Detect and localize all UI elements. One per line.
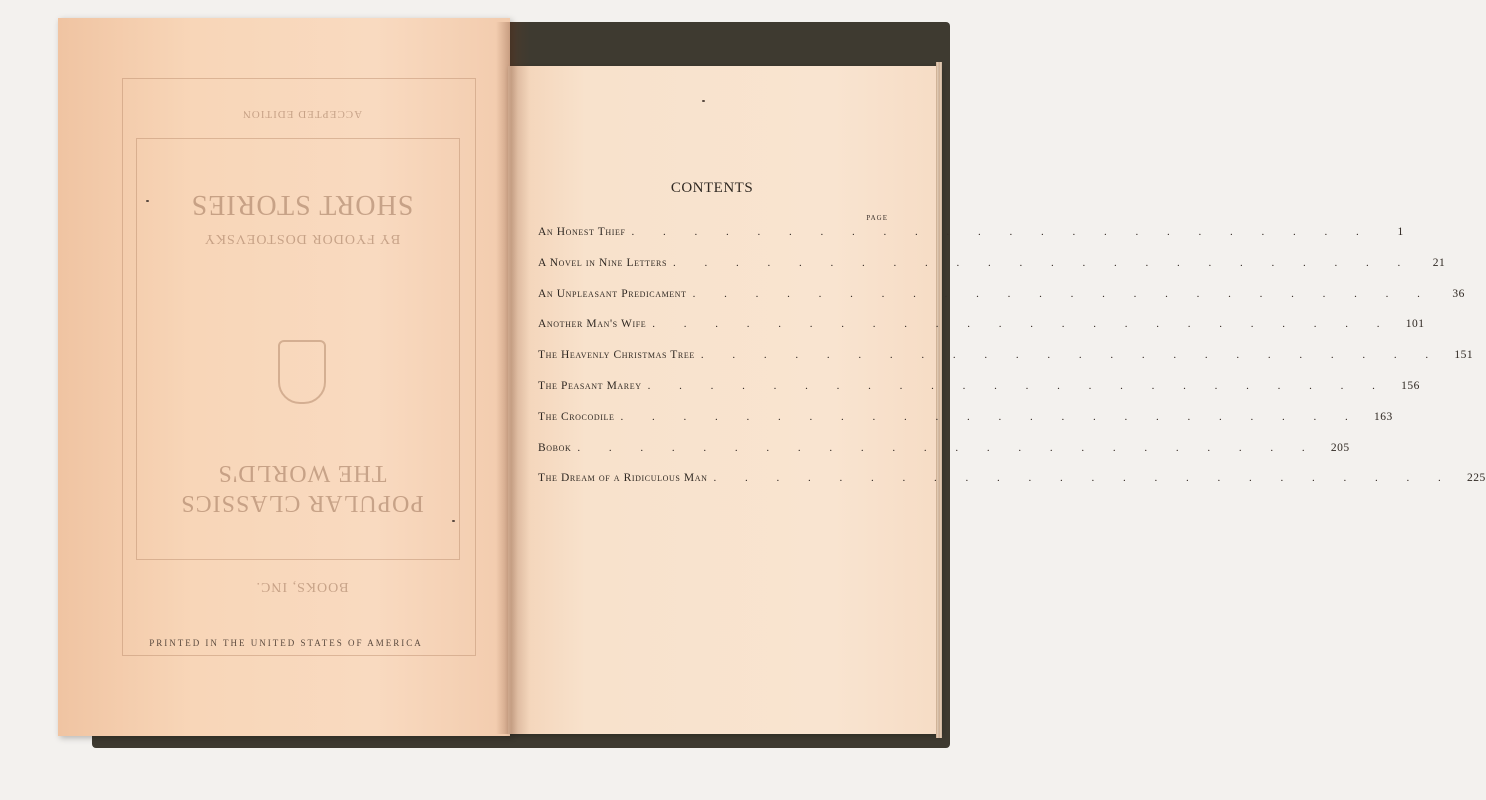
toc-entry-page: 36: [1452, 287, 1465, 300]
toc-leader-dots: . . . . . . . . . . . . . . . . . . . . . . . .: [713, 472, 1454, 485]
toc-leader-dots: . . . . . . . . . . . . . . . . . . . . . . . .: [620, 410, 1361, 423]
toc-entry-page: 101: [1405, 318, 1425, 331]
toc-entry-page: 163: [1373, 410, 1393, 423]
toc-leader-dots: . . . . . . . . . . . . . . . . . . . . . . . .: [647, 379, 1388, 392]
ghost-series: [122, 458, 482, 518]
ghost-edition: ACCEPTED EDITION: [241, 108, 363, 120]
toc-leader-dots: . . . . . . . . . . . . . . . . . . . . . . . .: [577, 441, 1318, 454]
toc-entry-title: Bobok: [538, 441, 572, 454]
toc-entry-page: 1: [1397, 226, 1404, 238]
printed-in-imprint: PRINTED IN THE UNITED STATES OF AMERICA: [149, 638, 423, 648]
toc-entry: [538, 441, 1350, 473]
toc-entry: [538, 410, 1393, 442]
ghost-publisher: BOOKS, INC.: [255, 579, 349, 594]
toc-entry-page: 156: [1401, 379, 1420, 392]
contents-heading: CONTENTS: [670, 180, 754, 196]
toc-entry: [538, 226, 1404, 257]
book-gutter: [496, 22, 530, 734]
paper-speck: [452, 520, 455, 522]
toc-entry: [538, 318, 1425, 349]
page-block-edge: [936, 62, 942, 738]
toc-leader-dots: . . . . . . . . . . . . . . . . . . . . . . . .: [652, 318, 1393, 331]
toc-entry: [538, 256, 1446, 288]
paper-speck: [146, 200, 149, 202]
toc-entry-page: 205: [1330, 441, 1350, 454]
toc-entry-title: The Heavenly Christmas Tree: [538, 349, 695, 362]
toc-entry-page: 21: [1432, 256, 1446, 269]
toc-entry-page: 151: [1454, 349, 1474, 362]
toc-entry: [538, 379, 1420, 411]
toc-entry-title: A Novel in Nine Letters: [538, 256, 668, 269]
toc-leader-dots: . . . . . . . . . . . . . . . . . . . . . . . .: [631, 226, 1372, 238]
ghost-emblem-icon: [278, 340, 326, 404]
toc-entry: [538, 287, 1465, 319]
toc-entry-title: The Crocodile: [538, 410, 615, 423]
page-column-label: PAGE: [866, 214, 888, 222]
toc-entry: [538, 472, 1486, 503]
ghost-title: SHORT STORIES: [190, 189, 414, 220]
toc-entry-title: The Dream of a Ridiculous Man: [538, 472, 708, 485]
paper-speck: [702, 100, 705, 102]
ghost-series-line2: POPULAR CLASSICS: [180, 490, 424, 516]
toc-leader-dots: . . . . . . . . . . . . . . . . . . . . . . . .: [700, 349, 1442, 362]
toc-entry-title: The Peasant Marey: [538, 379, 642, 392]
show-through-title-page: [122, 78, 482, 658]
toc-leader-dots: . . . . . . . . . . . . . . . . . . . . . . . .: [692, 287, 1433, 300]
ghost-series-line1: THE WORLD'S: [217, 460, 387, 486]
ghost-author: BY FYODOR DOSTOEVSKY: [203, 231, 401, 246]
contents-list: [538, 226, 1486, 503]
toc-entry-title: Another Man's Wife: [538, 318, 647, 331]
toc-entry-title: An Unpleasant Predicament: [538, 287, 687, 300]
toc-entry-title: An Honest Thief: [538, 226, 626, 238]
toc-entry-page: 225: [1466, 472, 1486, 485]
toc-leader-dots: . . . . . . . . . . . . . . . . . . . . . . . .: [673, 256, 1414, 269]
toc-entry: [538, 349, 1474, 380]
